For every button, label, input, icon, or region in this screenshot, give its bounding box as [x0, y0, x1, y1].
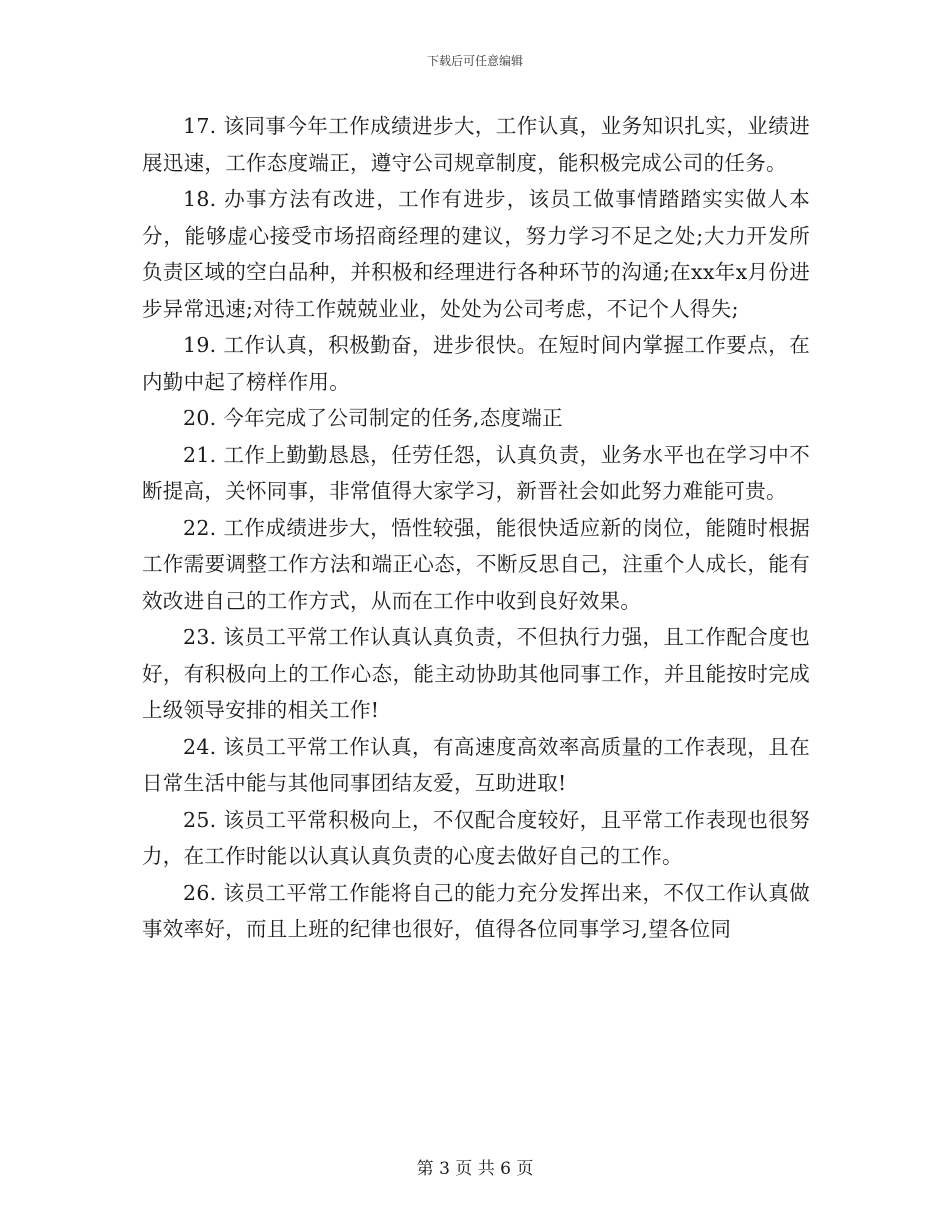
- document-body: [142, 108, 810, 948]
- page-header: 下载后可任意编辑: [426, 54, 523, 68]
- paragraph-17: 17. 该同事今年工作成绩进步大，工作认真，业务知识扎实，业绩进展迅速，工作态度端正，遵守公司规章制度，能积极完成公司的任务。: [142, 114, 810, 175]
- paragraph-26: 26. 该员工平常工作能将自己的能力充分发挥出来，不仅工作认真做事效率好，而且上班的纪律也很好，值得各位同事学习,望各位同: [142, 880, 810, 941]
- paragraph-21: 21. 工作上勤勤恳恳，任劳任怨，认真负责，业务水平也在学习中不断提高，关怀同事，非常值得大家学习，新晋社会如此努力难能可贵。: [142, 442, 810, 503]
- paragraph-22: 22. 工作成绩进步大，悟性较强，能很快适应新的岗位，能随时根据工作需要调整工作方法和端正心态，不断反思自己，注重个人成长，能有效改进自己的工作方式，从而在工作中收到良好效果。: [142, 515, 810, 613]
- paragraph-23: 23. 该员工平常工作认真认真负责，不但执行力强，且工作配合度也好，有积极向上的工作心态，能主动协助其他同事工作，并且能按时完成上级领导安排的相关工作!: [142, 625, 810, 722]
- paragraph-19: 19. 工作认真，积极勤奋，进步很快。在短时间内掌握工作要点，在内勤中起了榜样作用。: [142, 333, 810, 394]
- paragraph-25: 25. 该员工平常积极向上，不仅配合度较好，且平常工作表现也很努力，在工作时能以认真认真负责的心度去做好自己的工作。: [142, 807, 810, 868]
- paragraph-18: 18. 办事方法有改进，工作有进步，该员工做事情踏踏实实做人本分，能够虚心接受市场招商经理的建议，努力学习不足之处;大力开发所负责区域的空白品种，并积极和经理进行各种环节的沟通;在xx年x月份进步异常迅速;对待工作兢兢业业，处处为公司考虑，不记个人得失;: [142, 187, 810, 321]
- paragraph-24: 24. 该员工平常工作认真，有高速度高效率高质量的工作表现，且在日常生活中能与其他同事团结友爱，互助进取!: [142, 734, 810, 795]
- page-number-footer: 第 3 页 共 6 页: [416, 1159, 534, 1179]
- paragraph-20: 20. 今年完成了公司制定的任务,态度端正: [183, 406, 563, 430]
